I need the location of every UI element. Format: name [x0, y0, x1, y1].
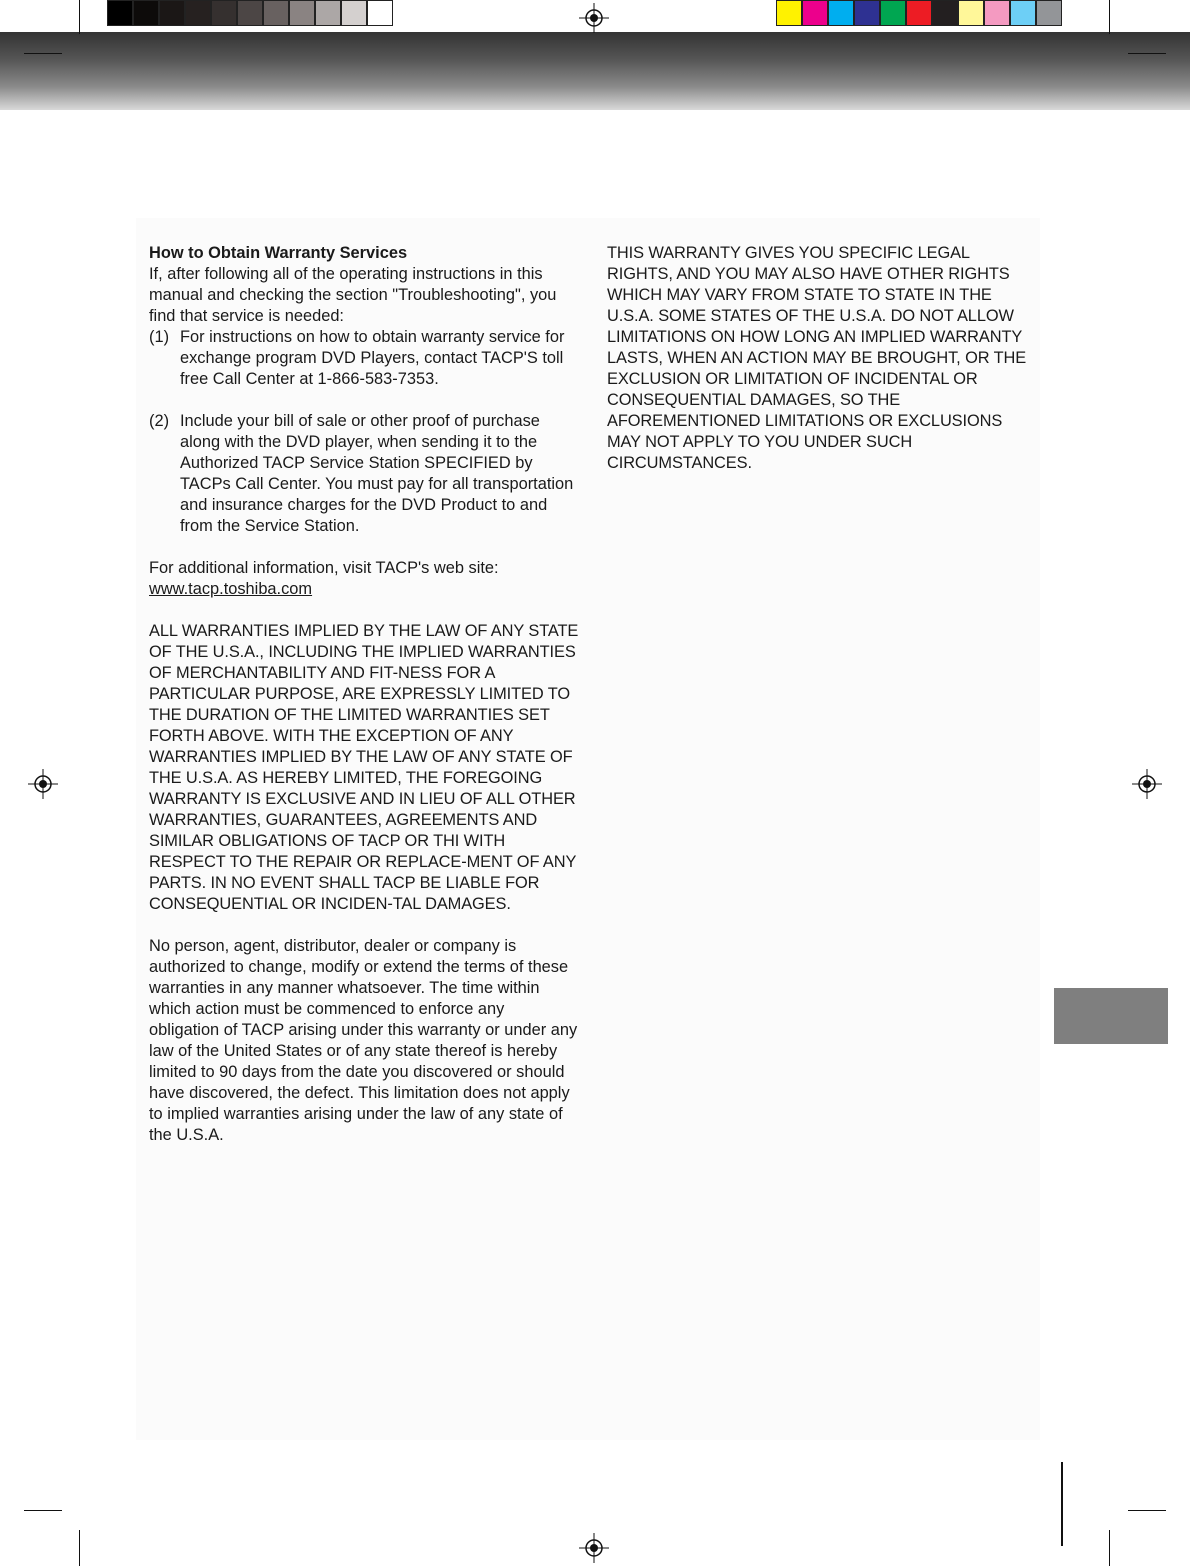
- intro-paragraph: If, after following all of the operating instructions in this manual and checking the section "Troubleshooting", you find that service is needed:: [149, 265, 557, 325]
- grayscale-calibration-bar: [107, 0, 393, 26]
- calibration-swatch: [315, 0, 341, 26]
- registration-mark-icon: [579, 3, 609, 33]
- additional-info-text: For additional information, visit TACP's web site:: [149, 559, 499, 577]
- right-column: [607, 243, 1037, 474]
- registration-mark-icon: [28, 769, 58, 799]
- list-text: Include your bill of sale or other proof of purchase along with the DVD player, when sending it to the Authorized TACP Service Station SPECIFIED by TACPs Call Center. You must pay for all transportation and insurance charges for the DVD Product to and from the Service Station.: [180, 412, 574, 535]
- calibration-swatch: [802, 0, 828, 26]
- crop-mark: [1128, 1510, 1166, 1511]
- calibration-swatch: [159, 0, 185, 26]
- no-person-paragraph: No person, agent, distributor, dealer or company is authorized to change, modify or extend the terms of these warranties in any manner whatsoever. The time within which action must be commenced to enforce any obligation of TACP arising under this warranty or under any law of the United States or of any state thereof is hereby limited to 90 days from the date you discovered or should have discovered, the defect. This limitation does not apply to implied warranties arising under the law of any state of the U.S.A.: [149, 937, 578, 1144]
- page-edge-line: [1061, 1462, 1063, 1546]
- calibration-swatch: [958, 0, 984, 26]
- calibration-swatch: [984, 0, 1010, 26]
- calibration-swatch: [133, 0, 159, 26]
- left-column: [149, 243, 579, 1146]
- calibration-swatch: [237, 0, 263, 26]
- calibration-swatch: [289, 0, 315, 26]
- crop-mark: [79, 1530, 80, 1566]
- crop-mark: [24, 1510, 62, 1511]
- registration-mark-icon: [579, 1533, 609, 1563]
- calibration-swatch: [107, 0, 133, 26]
- section-heading: How to Obtain Warranty Services: [149, 244, 408, 262]
- list-number: (1): [149, 328, 170, 346]
- calibration-swatch: [185, 0, 211, 26]
- crop-mark: [1109, 0, 1110, 34]
- calibration-swatch: [341, 0, 367, 26]
- calibration-swatch: [211, 0, 237, 26]
- website-link[interactable]: www.tacp.toshiba.com: [149, 580, 313, 598]
- calibration-swatch: [367, 0, 393, 26]
- list-item: [149, 411, 579, 537]
- section-tab: [1054, 988, 1168, 1044]
- calibration-swatch: [932, 0, 958, 26]
- list-text: For instructions on how to obtain warranty service for exchange program DVD Players, contact TACP'S toll free Call Center at 1-866-583-7353.: [180, 328, 565, 388]
- registration-mark-icon: [1132, 769, 1162, 799]
- crop-mark: [79, 0, 80, 34]
- calibration-swatch: [828, 0, 854, 26]
- calibration-swatch: [880, 0, 906, 26]
- implied-warranties-paragraph: ALL WARRANTIES IMPLIED BY THE LAW OF ANY STATE OF THE U.S.A., INCLUDING THE IMPLIED WARRANTIES OF MERCHANTABILITY AND FIT-NESS FOR A PARTICULAR PURPOSE, ARE EXPRESSLY LIMITED TO THE DURATION OF THE LIMITED WARRANTIES SET FORTH ABOVE. WITH THE EXCEPTION OF ANY WARRANTIES IMPLIED BY THE LAW OF ANY STATE OF THE U.S.A. AS HEREBY LIMITED, THE FOREGOING WARRANTY IS EXCLUSIVE AND IN LIEU OF ALL OTHER WARRANTIES, GUARANTEES, AGREEMENTS AND SIMILAR OBLIGATIONS OF TACP OR THI WITH RESPECT TO THE REPAIR OR REPLACE-MENT OF ANY PARTS. IN NO EVENT SHALL TACP BE LIABLE FOR CONSEQUENTIAL OR INCIDEN-TAL DAMAGES.: [149, 622, 579, 913]
- list-item: [149, 327, 579, 390]
- calibration-swatch: [263, 0, 289, 26]
- header-band: [0, 32, 1190, 110]
- calibration-swatch: [854, 0, 880, 26]
- calibration-swatch: [1036, 0, 1062, 26]
- list-number: (2): [149, 412, 170, 430]
- crop-mark: [1109, 1530, 1110, 1566]
- calibration-swatch: [906, 0, 932, 26]
- calibration-swatch: [1010, 0, 1036, 26]
- crop-mark: [1128, 53, 1166, 54]
- legal-rights-paragraph: THIS WARRANTY GIVES YOU SPECIFIC LEGAL RIGHTS, AND YOU MAY ALSO HAVE OTHER RIGHTS WHICH MAY VARY FROM STATE TO STATE IN THE U.S.A. SOME STATES OF THE U.S.A. DO NOT ALLOW LIMITATIONS ON HOW LONG AN IMPLIED WARRANTY LASTS, WHEN AN ACTION MAY BE BROUGHT, OR THE EXCLUSION OR LIMITATION OF INCIDENTAL OR CONSEQUENTIAL DAMAGES, SO THE AFOREMENTIONED LIMITATIONS OR EXCLUSIONS MAY NOT APPLY TO YOU UNDER SUCH CIRCUMSTANCES.: [607, 244, 1027, 472]
- color-calibration-bar: [776, 0, 1062, 26]
- crop-mark: [24, 53, 62, 54]
- calibration-swatch: [776, 0, 802, 26]
